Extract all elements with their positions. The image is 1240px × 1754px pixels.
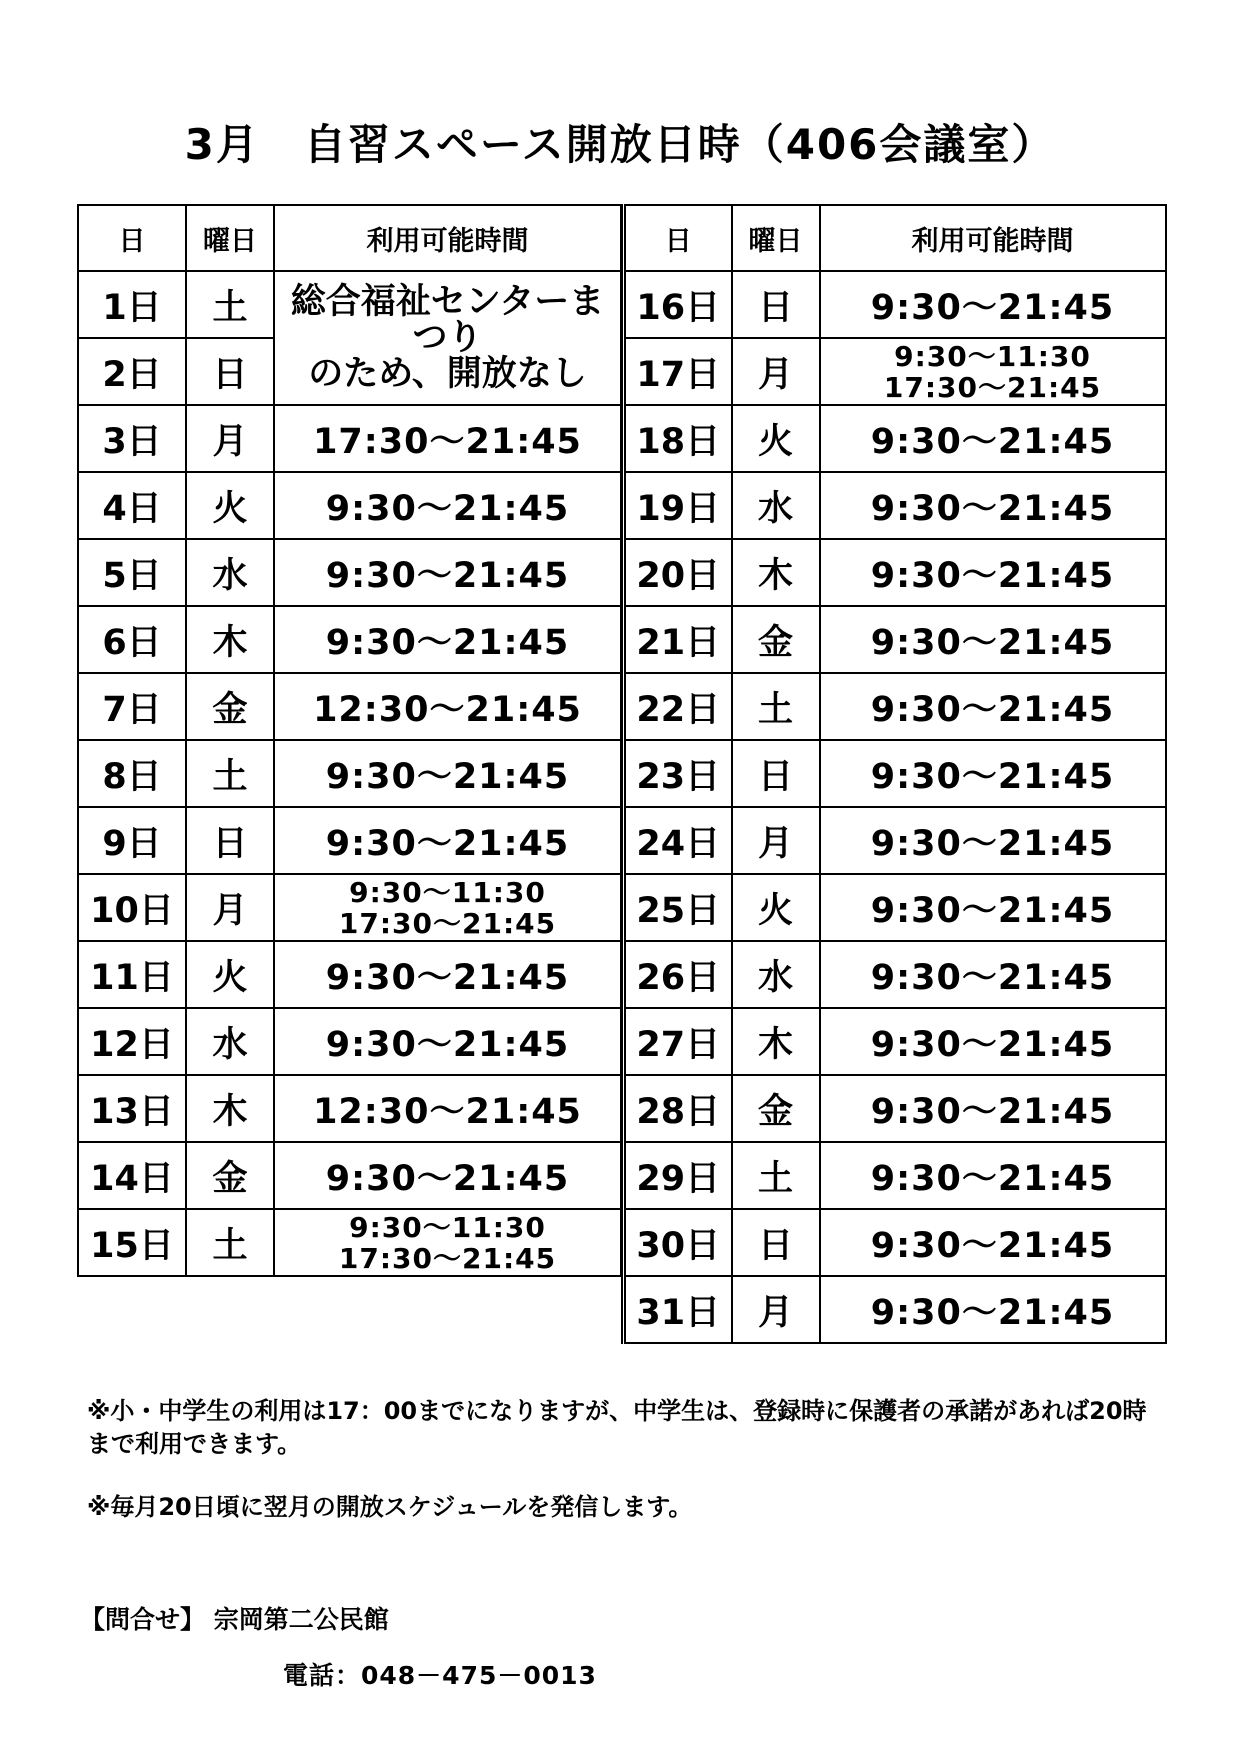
- weekday-cell: 金: [732, 606, 820, 673]
- hours-line: 17:30～21:45: [338, 906, 557, 940]
- weekday-cell: 木: [732, 539, 820, 606]
- hours-line: 9:30～11:30: [349, 1210, 546, 1244]
- hours-cell: 9:30～21:45: [274, 539, 621, 606]
- day-cell: 6日: [78, 606, 186, 673]
- hours-cell: 9:30～21:45: [820, 1142, 1166, 1209]
- page-title: 3月 自習スペース開放日時（406会議室）: [184, 120, 1056, 169]
- hours-cell: [274, 1209, 621, 1276]
- hours-cell: 12:30～21:45: [274, 1075, 621, 1142]
- weekday-cell: 月: [732, 807, 820, 874]
- table-row: [624, 1209, 1166, 1276]
- table-row: [78, 941, 621, 1008]
- hours-cell: 17:30～21:45: [274, 405, 621, 472]
- table-row: [78, 539, 621, 606]
- weekday-cell: 火: [186, 472, 274, 539]
- day-cell: 29日: [624, 1142, 732, 1209]
- hours-cell: 9:30～21:45: [820, 740, 1166, 807]
- weekday-cell: 月: [186, 874, 274, 941]
- day-cell: 7日: [78, 673, 186, 740]
- weekday-cell: 月: [732, 1276, 820, 1343]
- hours-cell: 9:30～21:45: [274, 472, 621, 539]
- day-cell: 1日: [78, 271, 186, 338]
- day-cell: 25日: [624, 874, 732, 941]
- hours-line: 9:30～11:30: [894, 339, 1091, 373]
- table-row: [78, 606, 621, 673]
- hours-cell: 9:30～21:45: [274, 1008, 621, 1075]
- weekday-cell: 月: [186, 405, 274, 472]
- day-cell: 19日: [624, 472, 732, 539]
- weekday-cell: 土: [732, 1142, 820, 1209]
- weekday-cell: 日: [732, 740, 820, 807]
- day-cell: 30日: [624, 1209, 732, 1276]
- table-row: [624, 405, 1166, 472]
- day-cell: 20日: [624, 539, 732, 606]
- day-cell: 16日: [624, 271, 732, 338]
- hours-cell: 9:30～21:45: [820, 1008, 1166, 1075]
- table-row: [624, 1276, 1166, 1343]
- day-cell: 4日: [78, 472, 186, 539]
- table-row: [78, 472, 621, 539]
- hours-cell: 9:30～21:45: [820, 271, 1166, 338]
- closed-note-line: のため、開放なし: [308, 354, 587, 394]
- closed-note-line: 総合福祉センターまつり: [290, 282, 605, 358]
- day-cell: 17日: [624, 338, 732, 405]
- table-row: [624, 874, 1166, 941]
- weekday-cell: 火: [732, 405, 820, 472]
- hours-line: 17:30～21:45: [338, 1241, 557, 1275]
- table-row: [624, 807, 1166, 874]
- hours-cell: 9:30～21:45: [820, 472, 1166, 539]
- hours-cell: 9:30～21:45: [274, 941, 621, 1008]
- hours-cell: 9:30～21:45: [820, 807, 1166, 874]
- table-row: [624, 539, 1166, 606]
- weekday-cell: 水: [186, 1008, 274, 1075]
- day-cell: 23日: [624, 740, 732, 807]
- table-row: [624, 1008, 1166, 1075]
- table-row: [78, 673, 621, 740]
- table-row: [624, 1142, 1166, 1209]
- hours-cell: 9:30～21:45: [820, 941, 1166, 1008]
- weekday-cell: 水: [732, 472, 820, 539]
- day-cell: 15日: [78, 1209, 186, 1276]
- table-row: [624, 673, 1166, 740]
- table-row: [78, 271, 621, 338]
- hours-cell: 9:30～21:45: [820, 874, 1166, 941]
- day-cell: 5日: [78, 539, 186, 606]
- day-cell: 3日: [78, 405, 186, 472]
- weekday-cell: 日: [732, 271, 820, 338]
- hours-cell: 9:30～21:45: [274, 606, 621, 673]
- schedule-table-left: [77, 204, 622, 1277]
- day-cell: 9日: [78, 807, 186, 874]
- day-cell: 11日: [78, 941, 186, 1008]
- hours-line: 9:30～11:30: [349, 875, 546, 909]
- weekday-cell: 日: [732, 1209, 820, 1276]
- table-row: [624, 271, 1166, 338]
- weekday-cell: 土: [186, 1209, 274, 1276]
- table-row: [78, 405, 621, 472]
- weekday-cell: 火: [186, 941, 274, 1008]
- hours-cell: 9:30～21:45: [820, 405, 1166, 472]
- day-cell: 12日: [78, 1008, 186, 1075]
- weekday-cell: 木: [732, 1008, 820, 1075]
- table-row: [624, 606, 1166, 673]
- schedule-table-right: [621, 204, 1167, 1344]
- hours-line: 17:30～21:45: [883, 370, 1102, 404]
- table-row: [624, 338, 1166, 405]
- header-day: 日: [624, 205, 732, 271]
- table-row: [78, 807, 621, 874]
- note-student-usage: ※小・中学生の利用は17：00までになりますが、中学生は、登録時に保護者の承諾があれば20時まで利用できます。: [87, 1397, 1147, 1458]
- day-cell: 24日: [624, 807, 732, 874]
- weekday-cell: 日: [186, 338, 274, 405]
- hours-cell: [820, 338, 1166, 405]
- table-row: [78, 1075, 621, 1142]
- day-cell: 2日: [78, 338, 186, 405]
- hours-cell: 9:30～21:45: [820, 539, 1166, 606]
- table-header-row: [624, 205, 1166, 271]
- day-cell: 31日: [624, 1276, 732, 1343]
- weekday-cell: 木: [186, 606, 274, 673]
- weekday-cell: 土: [186, 271, 274, 338]
- weekday-cell: 金: [732, 1075, 820, 1142]
- weekday-cell: 土: [186, 740, 274, 807]
- header-day: 日: [78, 205, 186, 271]
- hours-cell: 9:30～21:45: [820, 606, 1166, 673]
- day-cell: 18日: [624, 405, 732, 472]
- day-cell: 28日: [624, 1075, 732, 1142]
- table-header-row: [78, 205, 621, 271]
- header-hours: 利用可能時間: [820, 205, 1166, 271]
- table-row: [624, 1075, 1166, 1142]
- header-weekday: 曜日: [732, 205, 820, 271]
- table-row: [78, 1209, 621, 1276]
- hours-cell: 9:30～21:45: [820, 1075, 1166, 1142]
- table-row: [78, 1142, 621, 1209]
- day-cell: 14日: [78, 1142, 186, 1209]
- weekday-cell: 木: [186, 1075, 274, 1142]
- day-cell: 10日: [78, 874, 186, 941]
- hours-cell: 9:30～21:45: [820, 673, 1166, 740]
- header-hours: 利用可能時間: [274, 205, 621, 271]
- table-row: [78, 740, 621, 807]
- day-cell: 8日: [78, 740, 186, 807]
- hours-cell: 9:30～21:45: [274, 1142, 621, 1209]
- day-cell: 27日: [624, 1008, 732, 1075]
- weekday-cell: 日: [186, 807, 274, 874]
- table-row: [624, 941, 1166, 1008]
- table-row: [78, 1008, 621, 1075]
- weekday-cell: 金: [186, 1142, 274, 1209]
- hours-cell: 9:30～21:45: [820, 1276, 1166, 1343]
- closed-note-cell: [274, 271, 621, 405]
- hours-cell: 12:30～21:45: [274, 673, 621, 740]
- weekday-cell: 水: [732, 941, 820, 1008]
- contact-label: 【問合せ】 宗岡第二公民館: [80, 1605, 389, 1634]
- weekday-cell: 火: [732, 874, 820, 941]
- header-weekday: 曜日: [186, 205, 274, 271]
- note-schedule-release: ※毎月20日頃に翌月の開放スケジュールを発信します。: [87, 1493, 693, 1521]
- day-cell: 21日: [624, 606, 732, 673]
- weekday-cell: 水: [186, 539, 274, 606]
- table-row: [624, 740, 1166, 807]
- hours-cell: [274, 874, 621, 941]
- day-cell: 22日: [624, 673, 732, 740]
- hours-cell: 9:30～21:45: [274, 807, 621, 874]
- hours-cell: 9:30～21:45: [820, 1209, 1166, 1276]
- day-cell: 26日: [624, 941, 732, 1008]
- day-cell: 13日: [78, 1075, 186, 1142]
- contact-phone: 電話：048－475－0013: [283, 1661, 597, 1690]
- weekday-cell: 金: [186, 673, 274, 740]
- table-row: [624, 472, 1166, 539]
- weekday-cell: 月: [732, 338, 820, 405]
- weekday-cell: 土: [732, 673, 820, 740]
- hours-cell: 9:30～21:45: [274, 740, 621, 807]
- table-row: [78, 874, 621, 941]
